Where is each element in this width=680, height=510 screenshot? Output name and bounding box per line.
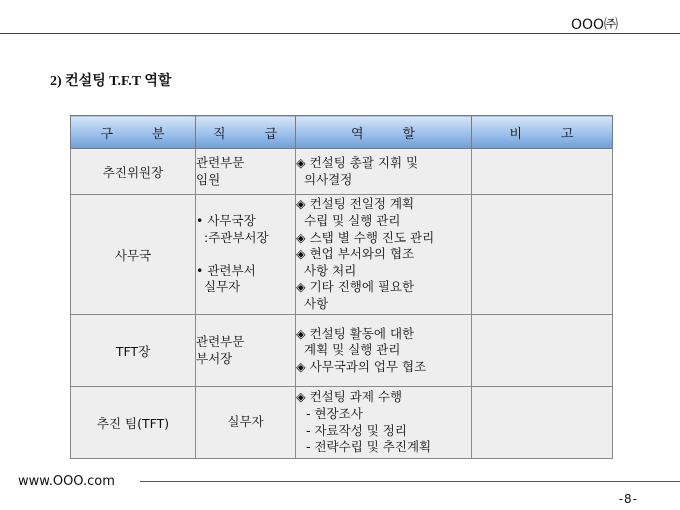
position-cell	[196, 315, 296, 387]
role-line: 계획 및 실행 관리	[304, 342, 401, 358]
table-row	[71, 315, 613, 387]
position-line: • 사무국장	[196, 213, 256, 229]
header-position: 직 급	[196, 116, 296, 149]
note-cell	[472, 315, 613, 387]
position-line: 부서장	[196, 350, 233, 366]
role-line: ◈ 컨설팅 활동에 대한	[296, 325, 415, 341]
role-line: ◈ 컨설팅 전일정 계획	[296, 196, 415, 212]
role-cell	[296, 195, 472, 315]
role-line: - 현장조사	[306, 405, 363, 421]
position-line: 실무자	[227, 414, 264, 430]
role-line: ◈ 기타 진행에 필요한	[296, 279, 415, 295]
position-cell	[196, 149, 296, 195]
role-line: - 자료작성 및 정리	[306, 422, 407, 438]
category-cell: TFT장	[71, 315, 196, 387]
role-line: ◈ 사무국과의 업무 협조	[296, 358, 427, 374]
position-line: 관련부문	[196, 333, 245, 349]
note-cell	[472, 387, 613, 459]
position-cell	[196, 387, 296, 459]
note-cell	[472, 195, 613, 315]
position-line: :주관부서장	[204, 229, 269, 245]
position-line: 실무자	[204, 279, 241, 295]
table-body	[71, 149, 613, 459]
position-block	[196, 213, 295, 246]
role-line: ◈ 현업 부서와의 협조	[296, 246, 415, 262]
table-row	[71, 387, 613, 459]
role-line: 사항 처리	[304, 262, 357, 278]
role-cell	[296, 387, 472, 459]
page-number: -8-	[618, 492, 638, 506]
role-table	[70, 115, 613, 459]
position-line: 임원	[196, 171, 221, 187]
role-line: ◈ 컨설팅 과제 수행	[296, 389, 403, 405]
position-block	[196, 334, 295, 367]
footer-url: www.OOO.com	[18, 474, 115, 489]
table-row	[71, 149, 613, 195]
position-block	[196, 263, 295, 296]
table-header-row	[71, 116, 613, 149]
position-block	[196, 155, 295, 188]
position-cell	[196, 195, 296, 315]
category-cell: 추진 팀(TFT)	[71, 387, 196, 459]
note-cell	[472, 149, 613, 195]
category-cell: 사무국	[71, 195, 196, 315]
header-note: 비 고	[472, 116, 613, 149]
role-line: - 전략수립 및 추진계획	[306, 439, 432, 455]
role-line: ◈ 컨설팅 총괄 지휘 및	[296, 154, 419, 170]
header-category: 구 분	[71, 116, 196, 149]
header-role: 역 할	[296, 116, 472, 149]
table-row	[71, 195, 613, 315]
position-line: 관련부문	[196, 154, 245, 170]
role-line: 수립 및 실행 관리	[304, 213, 401, 229]
section-title: 2) 컨설팅 T.F.T 역할	[50, 74, 172, 89]
footer-divider	[140, 481, 680, 482]
category-cell: 추진위원장	[71, 149, 196, 195]
position-line: • 관련부서	[196, 262, 256, 278]
position-block	[196, 414, 295, 431]
role-line: ◈ 스탭 별 수행 진도 관리	[296, 229, 435, 245]
role-line: 사항	[304, 295, 329, 311]
role-cell	[296, 315, 472, 387]
company-name: OOO㈜	[570, 17, 618, 33]
header-divider	[0, 33, 680, 34]
role-cell	[296, 149, 472, 195]
role-line: 의사결정	[304, 171, 353, 187]
